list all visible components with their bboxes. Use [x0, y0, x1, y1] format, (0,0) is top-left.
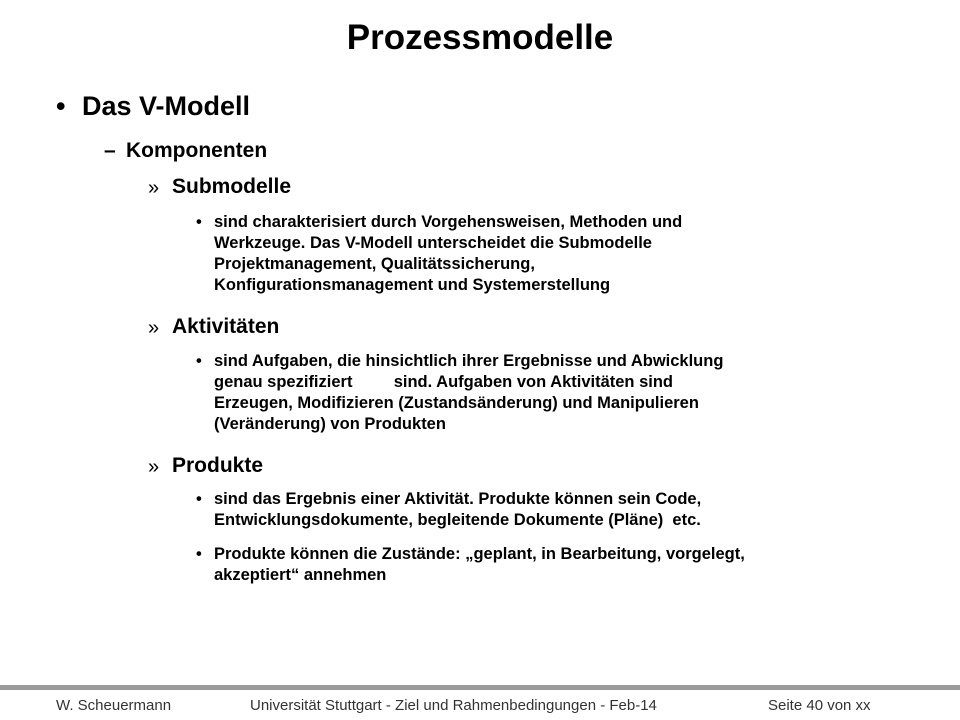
footer-page-number: Seite 40 von xx	[768, 697, 871, 714]
footer-divider	[0, 685, 960, 690]
section-heading-text: Submodelle	[172, 175, 292, 198]
section-marker: »	[148, 317, 160, 339]
level2-text: Komponenten	[126, 139, 268, 162]
section-heading-text: Aktivitäten	[172, 315, 280, 338]
text-line: sind das Ergebnis einer Aktivität. Produkte können sein Code,	[214, 490, 702, 508]
footer-course-info: Universität Stuttgart - Ziel und Rahmenbedingungen - Feb-14	[250, 697, 657, 714]
section-marker: »	[148, 456, 160, 478]
text-line: sind charakterisiert durch Vorgehensweisen, Methoden und	[214, 213, 683, 231]
slide-title: Prozessmodelle	[346, 18, 614, 57]
text-line: Erzeugen, Modifizieren (Zustandsänderung) und Manipulieren	[214, 394, 699, 412]
list-item-text	[214, 544, 914, 586]
text-line: Entwicklungsdokumente, begleitende Dokumente (Pläne) etc.	[214, 511, 701, 529]
list-bullet: •	[196, 352, 202, 370]
list-item-text	[214, 212, 914, 296]
list-bullet: •	[196, 490, 202, 508]
list-item-text	[214, 351, 914, 435]
text-line: (Veränderung) von Produkten	[214, 415, 446, 433]
level1-bullet: •	[56, 91, 66, 121]
list-bullet: •	[196, 545, 202, 563]
text-line: akzeptiert“ annehmen	[214, 566, 387, 584]
text-line: Konfigurationsmanagement und Systemerstellung	[214, 276, 611, 294]
text-line: Werkzeuge. Das V-Modell unterscheidet die Submodelle	[214, 234, 652, 252]
footer-author: W. Scheuermann	[56, 697, 172, 714]
text-line: sind Aufgaben, die hinsichtlich ihrer Ergebnisse und Abwicklung	[214, 352, 724, 370]
list-bullet: •	[196, 213, 202, 231]
section-heading-text: Produkte	[172, 454, 264, 477]
section-marker: »	[148, 177, 160, 199]
list-item-text	[214, 489, 914, 531]
text-line: Projektmanagement, Qualitätssicherung,	[214, 255, 535, 273]
level1-text: Das V-Modell	[82, 91, 251, 121]
level2-bullet: –	[104, 139, 116, 162]
text-line: Produkte können die Zustände: „geplant, in Bearbeitung, vorgelegt,	[214, 545, 745, 563]
text-line: genau spezifiziert sind. Aufgaben von Aktivitäten sind	[214, 373, 674, 391]
